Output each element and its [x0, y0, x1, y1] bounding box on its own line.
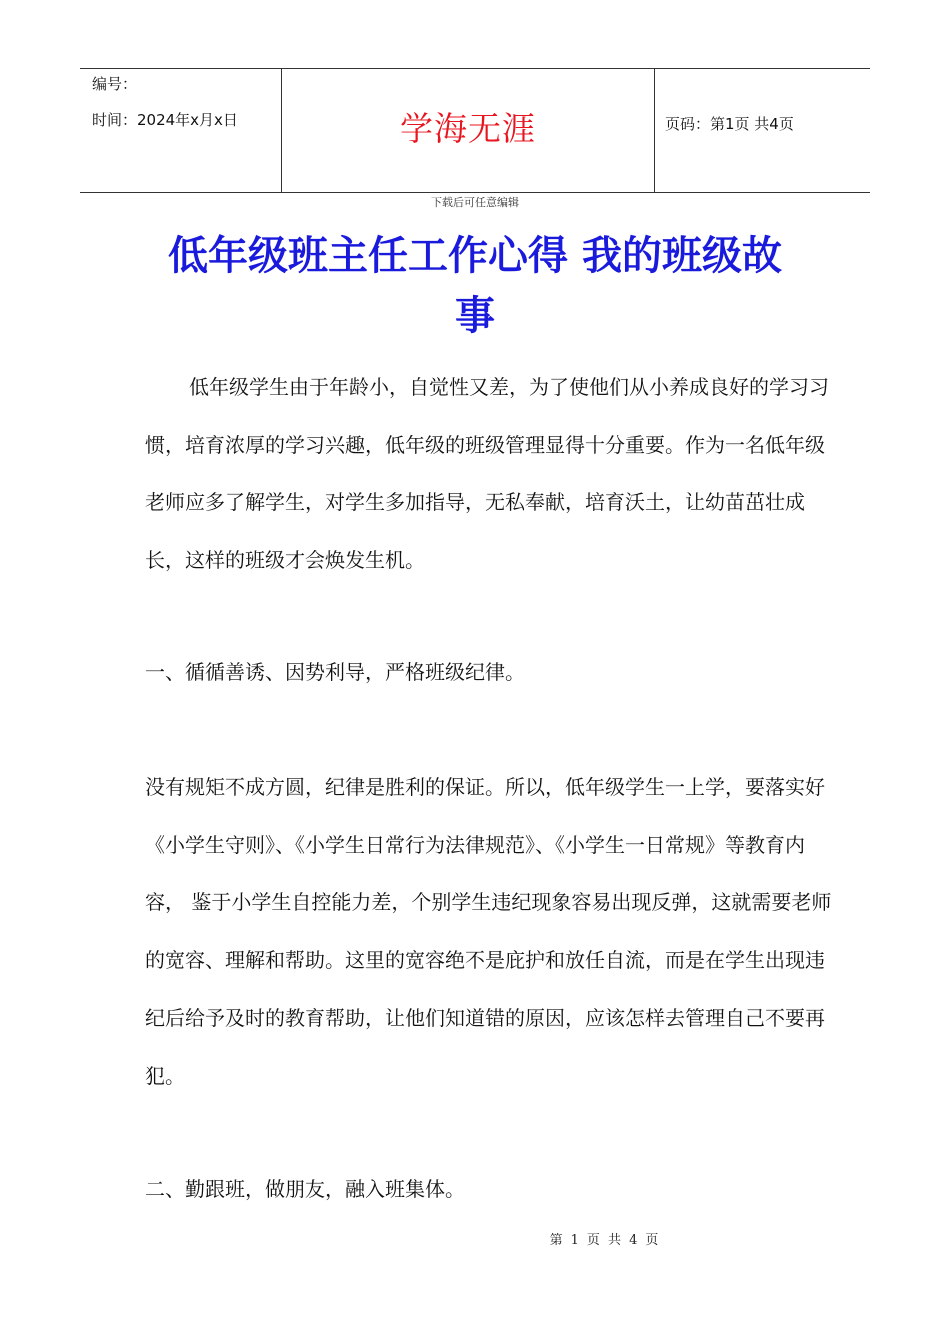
- title-line-1: 低年级班主任工作心得 我的班级故: [168, 233, 782, 279]
- footer-current-page: 1: [570, 1233, 581, 1248]
- document-number-label: 编号：: [92, 75, 138, 93]
- section-1-paragraph: 没有规矩不成方圆，纪律是胜利的保证。所以，低年级学生一上学，要落实好《小学生守则》、《小学生日常行为法律规范》、《小学生一日常规》等教育内容， 鉴于小学生自控能力差，个别学生违纪现象容易出现反弹，这就需要老师的宽容、理解和帮助。这里的宽容绝不是庇护和放任自流，而是在学生出现违纪后给予及时的教育帮助，让他们知道错的原因，应该怎样去管理自己不要再犯。: [145, 775, 832, 1088]
- section-heading-2: 二、勤跟班，做朋友，融入班集体。: [145, 1177, 465, 1201]
- header-left-cell: [80, 69, 281, 192]
- footer-suffix: 页: [645, 1233, 661, 1248]
- intro-paragraph: [145, 359, 835, 590]
- footer-middle: 页 共: [586, 1233, 624, 1248]
- brand-title: 学海无涯: [400, 109, 536, 148]
- footer-prefix: 第: [549, 1233, 565, 1248]
- intro-paragraph-text: 低年级学生由于年龄小，自觉性又差，为了使他们从小养成良好的学习习惯，培育浓厚的学习兴趣，低年级的班级管理显得十分重要。作为一名低年级老师应多了解学生，对学生多加指导，无私奉献，培育沃土，让幼苗茁壮成长，这样的班级才会焕发生机。: [145, 375, 829, 573]
- page-footer: [0, 1229, 950, 1248]
- page-info-label: 页码：第1页 共4页: [665, 115, 794, 133]
- editable-note: 下载后可任意编辑: [431, 196, 519, 209]
- section-heading-1: 一、循循善诱、因势利导，严格班级纪律。: [145, 660, 525, 684]
- footer-total-pages: 4: [629, 1233, 640, 1248]
- title-line-2: 事: [455, 293, 495, 339]
- header-brand-cell: [281, 69, 655, 192]
- document-date-label: 时间：2024年x月x日: [92, 111, 238, 129]
- header-right-cell: [655, 69, 870, 192]
- document-header: [80, 68, 870, 193]
- page-title: [120, 226, 830, 346]
